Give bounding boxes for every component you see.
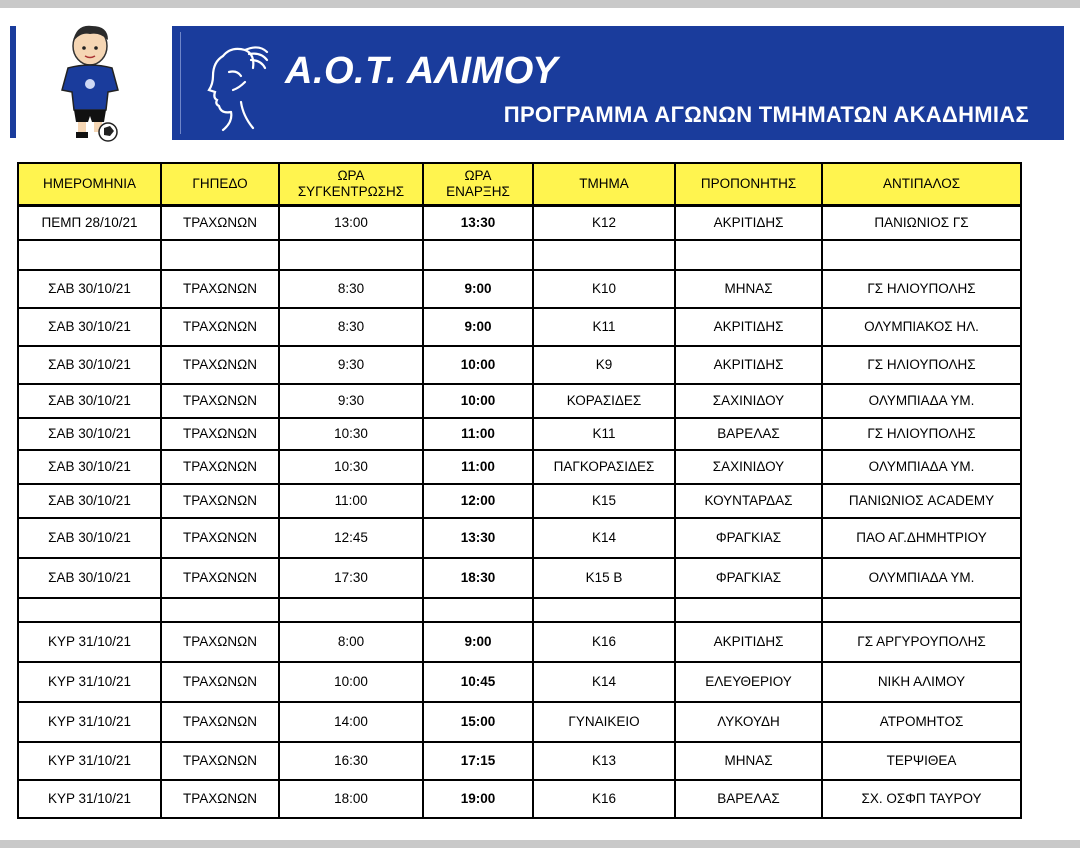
cell-coach [675, 240, 822, 270]
cell-meet: 14:00 [279, 702, 423, 742]
cell-venue: ΤΡΑΧΩΝΩΝ [161, 418, 279, 450]
table-row [18, 346, 1021, 384]
cell-team: Κ11 [533, 418, 675, 450]
cell-coach: ΛΥΚΟΥΔΗ [675, 702, 822, 742]
cell-coach: ΣΑΧΙΝΙΔΟΥ [675, 450, 822, 484]
cell-start [423, 240, 533, 270]
table-row [18, 384, 1021, 418]
cell-coach: ΑΚΡΙΤΙΔΗΣ [675, 346, 822, 384]
cell-opponent: ΤΕΡΨΙΘΕΑ [822, 742, 1021, 780]
cell-start: 15:00 [423, 702, 533, 742]
column-header: ΩΡΑ ΕΝΑΡΞΗΣ [423, 163, 533, 206]
cell-team: Κ16 [533, 622, 675, 662]
cell-coach: ΒΑΡΕΛΑΣ [675, 418, 822, 450]
club-title: Α.Ο.Τ. ΑΛΙΜΟΥ [285, 50, 559, 92]
cell-date [18, 598, 161, 622]
cell-team: Κ14 [533, 662, 675, 702]
cell-team: Κ12 [533, 206, 675, 240]
table-row [18, 558, 1021, 598]
column-header: ΠΡΟΠΟΝΗΤΗΣ [675, 163, 822, 206]
cell-opponent: ΟΛΥΜΠΙΑΔΑ ΥΜ. [822, 450, 1021, 484]
cell-start: 10:00 [423, 346, 533, 384]
cell-coach: ΑΚΡΙΤΙΔΗΣ [675, 206, 822, 240]
cell-coach: ΑΚΡΙΤΙΔΗΣ [675, 308, 822, 346]
cell-venue: ΤΡΑΧΩΝΩΝ [161, 662, 279, 702]
cell-venue: ΤΡΑΧΩΝΩΝ [161, 702, 279, 742]
cell-start: 9:00 [423, 270, 533, 308]
cell-venue: ΤΡΑΧΩΝΩΝ [161, 346, 279, 384]
cell-date: ΚΥΡ 31/10/21 [18, 780, 161, 818]
cell-venue: ΤΡΑΧΩΝΩΝ [161, 450, 279, 484]
cell-opponent: ΟΛΥΜΠΙΑΔΑ ΥΜ. [822, 558, 1021, 598]
cell-start: 11:00 [423, 418, 533, 450]
cell-date: ΠΕΜΠ 28/10/21 [18, 206, 161, 240]
cell-team: ΠΑΓΚΟΡΑΣΙΔΕΣ [533, 450, 675, 484]
cell-date: ΚΥΡ 31/10/21 [18, 662, 161, 702]
cell-venue: ΤΡΑΧΩΝΩΝ [161, 780, 279, 818]
cell-venue: ΤΡΑΧΩΝΩΝ [161, 206, 279, 240]
column-header: ΤΜΗΜΑ [533, 163, 675, 206]
cell-meet: 8:30 [279, 308, 423, 346]
table-row [18, 662, 1021, 702]
match-schedule-table [17, 162, 1022, 819]
table-row [18, 450, 1021, 484]
table-row [18, 702, 1021, 742]
hermes-head-logo-icon [193, 42, 269, 132]
cell-team: ΓΥΝΑΙΚΕΙΟ [533, 702, 675, 742]
cell-start: 9:00 [423, 308, 533, 346]
cell-meet [279, 240, 423, 270]
cell-opponent: ΓΣ ΑΡΓΥΡΟΥΠΟΛΗΣ [822, 622, 1021, 662]
cell-coach: ΒΑΡΕΛΑΣ [675, 780, 822, 818]
cell-opponent: ΓΣ ΗΛΙΟΥΠΟΛΗΣ [822, 270, 1021, 308]
table-row [18, 418, 1021, 450]
cell-meet: 12:45 [279, 518, 423, 558]
cell-coach: ΜΗΝΑΣ [675, 270, 822, 308]
table-row [18, 206, 1021, 240]
column-header: ΗΜΕΡΟΜΗΝΙΑ [18, 163, 161, 206]
cell-venue: ΤΡΑΧΩΝΩΝ [161, 384, 279, 418]
cell-start: 18:30 [423, 558, 533, 598]
cell-meet: 9:30 [279, 384, 423, 418]
cell-date: ΚΥΡ 31/10/21 [18, 742, 161, 780]
cell-venue: ΤΡΑΧΩΝΩΝ [161, 484, 279, 518]
cell-venue: ΤΡΑΧΩΝΩΝ [161, 622, 279, 662]
cell-venue: ΤΡΑΧΩΝΩΝ [161, 558, 279, 598]
cell-meet: 13:00 [279, 206, 423, 240]
bottom-border [0, 840, 1080, 848]
cell-coach: ΦΡΑΓΚΙΑΣ [675, 518, 822, 558]
cell-opponent: ΟΛΥΜΠΙΑΚΟΣ ΗΛ. [822, 308, 1021, 346]
table-row [18, 742, 1021, 780]
cell-team [533, 598, 675, 622]
column-header: ΓΗΠΕΔΟ [161, 163, 279, 206]
cell-coach: ΣΑΧΙΝΙΔΟΥ [675, 384, 822, 418]
cell-start: 9:00 [423, 622, 533, 662]
cell-date: ΣΑΒ 30/10/21 [18, 346, 161, 384]
cell-team: Κ14 [533, 518, 675, 558]
table-row [18, 484, 1021, 518]
cell-date [18, 240, 161, 270]
cell-meet: 9:30 [279, 346, 423, 384]
cell-start: 11:00 [423, 450, 533, 484]
cell-start: 10:00 [423, 384, 533, 418]
cell-start [423, 598, 533, 622]
cell-opponent: ΣΧ. ΟΣΦΠ ΤΑΥΡΟΥ [822, 780, 1021, 818]
table-row-empty [18, 240, 1021, 270]
cell-date: ΣΑΒ 30/10/21 [18, 450, 161, 484]
cell-team: Κ11 [533, 308, 675, 346]
cell-venue: ΤΡΑΧΩΝΩΝ [161, 742, 279, 780]
cell-meet: 8:00 [279, 622, 423, 662]
cell-opponent: ΑΤΡΟΜΗΤΟΣ [822, 702, 1021, 742]
cell-date: ΣΑΒ 30/10/21 [18, 518, 161, 558]
cell-team [533, 240, 675, 270]
cell-opponent [822, 240, 1021, 270]
cell-venue: ΤΡΑΧΩΝΩΝ [161, 308, 279, 346]
cell-coach: ΦΡΑΓΚΙΑΣ [675, 558, 822, 598]
table-row [18, 308, 1021, 346]
top-border [0, 0, 1080, 8]
cell-coach: ΑΚΡΙΤΙΔΗΣ [675, 622, 822, 662]
cell-team: Κ13 [533, 742, 675, 780]
cell-date: ΣΑΒ 30/10/21 [18, 484, 161, 518]
table-row [18, 780, 1021, 818]
cell-coach: ΚΟΥΝΤΑΡΔΑΣ [675, 484, 822, 518]
cell-opponent: ΠΑΝΙΩΝΙΟΣ ΓΣ [822, 206, 1021, 240]
cell-team: Κ15 [533, 484, 675, 518]
table-row [18, 622, 1021, 662]
cell-venue [161, 598, 279, 622]
table-header-row [18, 163, 1021, 206]
cell-start: 17:15 [423, 742, 533, 780]
cell-meet: 16:30 [279, 742, 423, 780]
cell-coach: ΜΗΝΑΣ [675, 742, 822, 780]
cell-meet: 10:30 [279, 418, 423, 450]
header-banner [172, 26, 1064, 140]
cell-meet: 8:30 [279, 270, 423, 308]
cell-meet: 18:00 [279, 780, 423, 818]
table-row-empty [18, 598, 1021, 622]
cell-date: ΣΑΒ 30/10/21 [18, 308, 161, 346]
cell-venue: ΤΡΑΧΩΝΩΝ [161, 270, 279, 308]
cell-opponent: ΓΣ ΗΛΙΟΥΠΟΛΗΣ [822, 418, 1021, 450]
cell-meet: 10:30 [279, 450, 423, 484]
cell-date: ΣΑΒ 30/10/21 [18, 418, 161, 450]
cell-opponent: ΠΑΟ ΑΓ.ΔΗΜΗΤΡΙΟΥ [822, 518, 1021, 558]
cell-team: Κ10 [533, 270, 675, 308]
cell-opponent: ΟΛΥΜΠΙΑΔΑ ΥΜ. [822, 384, 1021, 418]
cell-opponent: ΝΙΚΗ ΑΛΙΜΟΥ [822, 662, 1021, 702]
cell-start: 12:00 [423, 484, 533, 518]
cell-coach [675, 598, 822, 622]
cell-date: ΣΑΒ 30/10/21 [18, 384, 161, 418]
cell-team: Κ15 Β [533, 558, 675, 598]
cell-start: 13:30 [423, 518, 533, 558]
cell-venue: ΤΡΑΧΩΝΩΝ [161, 518, 279, 558]
cell-meet: 17:30 [279, 558, 423, 598]
cell-meet: 11:00 [279, 484, 423, 518]
cell-team: ΚΟΡΑΣΙΔΕΣ [533, 384, 675, 418]
cell-opponent: ΓΣ ΗΛΙΟΥΠΟΛΗΣ [822, 346, 1021, 384]
column-header: ΑΝΤΙΠΑΛΟΣ [822, 163, 1021, 206]
cell-start: 10:45 [423, 662, 533, 702]
mascot-footballer-icon [30, 18, 150, 143]
cell-date: ΣΑΒ 30/10/21 [18, 558, 161, 598]
column-header: ΩΡΑ ΣΥΓΚΕΝΤΡΩΣΗΣ [279, 163, 423, 206]
cell-opponent: ΠΑΝΙΩΝΙΟΣ ACADEMY [822, 484, 1021, 518]
schedule-subtitle: ΠΡΟΓΡΑΜΜΑ ΑΓΩΝΩΝ ΤΜΗΜΑΤΩΝ ΑΚΑΔΗΜΙΑΣ [503, 102, 1029, 127]
left-accent-bar [10, 26, 16, 138]
cell-date: ΣΑΒ 30/10/21 [18, 270, 161, 308]
cell-date: ΚΥΡ 31/10/21 [18, 702, 161, 742]
cell-start: 19:00 [423, 780, 533, 818]
cell-meet: 10:00 [279, 662, 423, 702]
cell-venue [161, 240, 279, 270]
cell-opponent [822, 598, 1021, 622]
cell-team: Κ16 [533, 780, 675, 818]
table-row [18, 270, 1021, 308]
cell-team: Κ9 [533, 346, 675, 384]
cell-coach: ΕΛΕΥΘΕΡΙΟΥ [675, 662, 822, 702]
cell-start: 13:30 [423, 206, 533, 240]
cell-date: ΚΥΡ 31/10/21 [18, 622, 161, 662]
table-row [18, 518, 1021, 558]
cell-meet [279, 598, 423, 622]
